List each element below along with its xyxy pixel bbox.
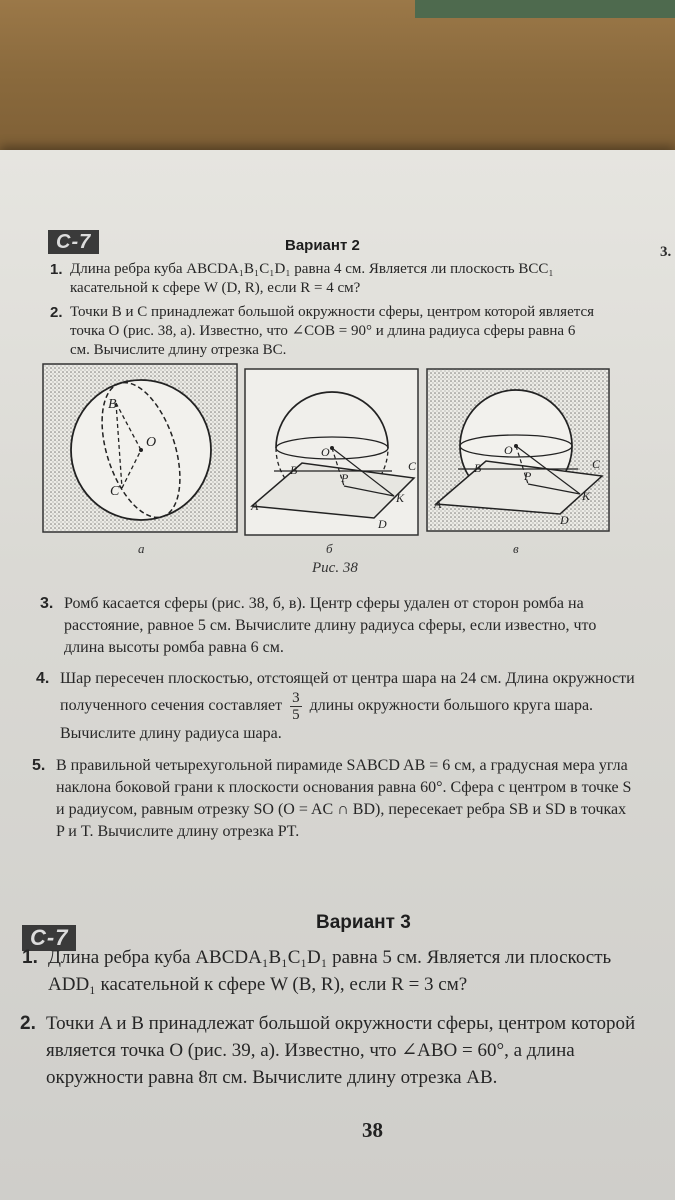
figure-point-label: C — [592, 457, 601, 471]
problem-number: 5. — [32, 757, 46, 774]
figure-point-label: O — [321, 445, 330, 459]
problem-number: 4. — [36, 670, 50, 687]
problem-text: Точки B и C принадлежат большой окружности сферы, центром которой является точка O (рис. 38, а). Известно, что ∠COB = 90° и длина радиуса сферы равна 6 см. Вычислите длину отрезка BC. — [70, 304, 595, 358]
figure-point-label: B — [290, 463, 298, 477]
variant-title: Вариант 3 — [316, 912, 411, 933]
figure-label-b: б — [326, 541, 333, 556]
fraction — [290, 690, 302, 723]
problem-number: 2. — [50, 304, 63, 321]
figure-point-label: P — [524, 469, 532, 483]
section-badge: С-7 — [48, 230, 99, 254]
problem-number: 2. — [20, 1013, 36, 1034]
figure-label-c: в — [513, 541, 519, 556]
figure-point-label: B — [108, 397, 117, 412]
problem-text: Точки A и B принадлежат большой окружности сферы, центром которой является точка O (рис. 39, а). Известно, что ∠ABO = 60°, а длина окружности равна 8π см. Вычислите длину отрезка AB. — [46, 1013, 636, 1088]
figure-point-label: O — [504, 443, 513, 457]
problem-text: В правильной четырехугольной пирамиде SABCD AB = 6 см, а градусная мера угла наклона боковой грани к плоскости основания равна 60°. Сфера с центром в точке S и радиусом, равным отрезку SO (O = AC ∩ BD), пересекает ребра SB и SD в точках P и T. Вычислите длину отрезка PT. — [56, 757, 632, 840]
fraction-numerator: 3 — [292, 690, 300, 706]
fraction-denominator: 5 — [292, 707, 300, 723]
adjacent-page-number: 3. — [660, 244, 672, 260]
figure-38a — [42, 363, 238, 533]
problem-text: Длина ребра куба ABCDA₁B₁C₁D₁ равна 4 см. Является ли плоскость BCC₁ касательной к сфере W (D, R), если R = 4 см? — [70, 261, 554, 296]
problem-number: 3. — [40, 595, 54, 612]
variant-title: Вариант 2 — [285, 237, 360, 254]
problem-item — [36, 668, 636, 745]
page-number: 38 — [362, 1118, 383, 1142]
problem-item — [20, 1010, 665, 1091]
problem-number: 1. — [50, 261, 63, 278]
figure-point-label: C — [408, 459, 417, 473]
problem-item — [50, 303, 595, 360]
figure-point-label: B — [474, 461, 482, 475]
figure-point-label: P — [341, 471, 349, 485]
problem-text — [36, 668, 636, 745]
figure-point-label: O — [146, 435, 157, 450]
section-badge: С-7 — [22, 925, 76, 951]
desk-object — [415, 0, 675, 18]
problem-number: 1. — [22, 947, 38, 968]
figure-point-label: A — [434, 497, 442, 511]
figure-38b — [244, 368, 419, 536]
figure-point-label: K — [582, 489, 591, 503]
problem-item — [22, 944, 662, 998]
figure-38c — [426, 368, 610, 532]
figure-point-label: K — [396, 491, 405, 505]
figure-point-label: D — [378, 517, 387, 531]
figure-point-label: A — [251, 499, 259, 513]
problem-item — [40, 593, 630, 659]
figure-caption: Рис. 38 — [312, 560, 358, 576]
figure-point-label: D — [560, 513, 569, 527]
problem-text: Длина ребра куба ABCDA₁B₁C₁D₁ равна 5 см. Является ли плоскость ADD₁ касательной к сфере W (B, R), если R = 3 см? — [48, 947, 612, 995]
figure-point-label: C — [110, 484, 120, 499]
problem-text-end: длины окружности большого круга шара. Вычислите длину радиуса шара. — [60, 697, 594, 742]
figure-label-a: а — [138, 541, 145, 556]
problem-text-start: Шар пересечен плоскостью, отстоящей от центра шара на 24 см. Длина окружности полученного сечения составляет — [60, 670, 635, 715]
problem-text: Ромб касается сферы (рис. 38, б, в). Центр сферы удален от сторон ромба на расстояние, равное 5 см. Вычислите длину радиуса сферы, если известно, что длина высоты ромба равна 6 см. — [64, 595, 597, 656]
desk-background — [0, 0, 675, 165]
problem-item — [50, 260, 595, 298]
problem-item — [32, 755, 637, 843]
